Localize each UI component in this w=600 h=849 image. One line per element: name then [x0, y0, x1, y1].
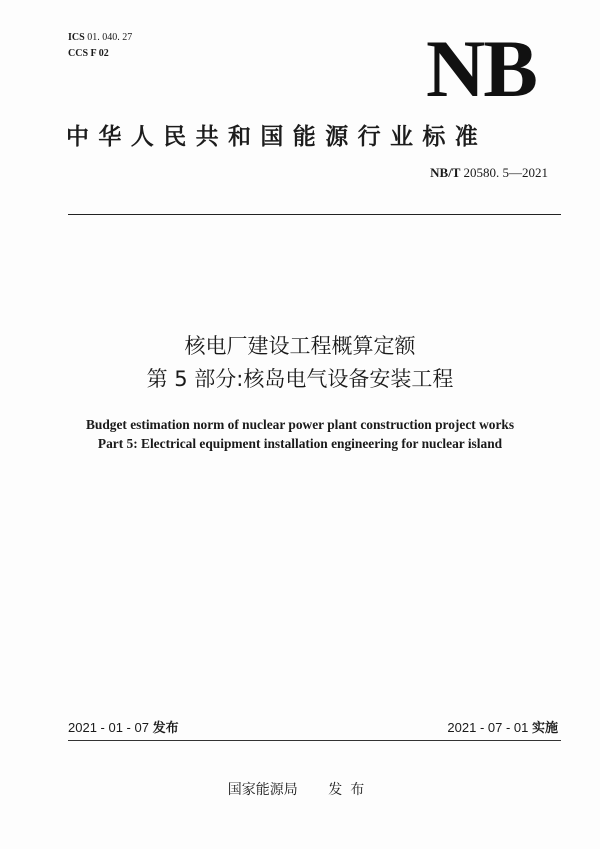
ics-code-row [68, 30, 132, 46]
nb-logo: NB [426, 23, 536, 114]
ics-code: 01. 040. 27 [87, 32, 133, 43]
english-title [0, 415, 600, 453]
chinese-title [0, 330, 600, 396]
standard-number [430, 165, 548, 181]
standard-type-title: 中华人民共和国能源行业标准 [66, 124, 488, 150]
ccs-code: F 02 [90, 48, 109, 59]
classification-codes [68, 30, 132, 62]
issuer-verb: 发布 [328, 782, 373, 798]
english-title-line-2: Part 5: Electrical equipment installation engineering for nuclear island [97, 436, 503, 451]
release-date-value: 2021 - 01 - 07 [68, 720, 149, 735]
implementation-date-value: 2021 - 07 - 01 [447, 720, 529, 735]
implementation-date-label: 实施 [531, 721, 558, 736]
standard-number-value: 20580. 5—2021 [463, 165, 548, 180]
implementation-date [447, 717, 558, 736]
ccs-code-row [68, 46, 132, 62]
chinese-title-line-1: 核电厂建设工程概算定额 [184, 334, 416, 358]
footer-divider [68, 740, 561, 741]
release-date [68, 717, 179, 736]
issuing-authority [0, 779, 600, 799]
chinese-title-line-2: 第 5 部分:核岛电气设备安装工程 [146, 367, 454, 391]
release-date-label: 发布 [152, 721, 179, 736]
issuer-name: 国家能源局 [227, 782, 298, 798]
standard-number-prefix: NB/T [430, 165, 461, 180]
ccs-label: CCS [68, 48, 89, 59]
english-title-line-1: Budget estimation norm of nuclear power plant construction project works [85, 417, 515, 432]
header-divider [68, 214, 561, 215]
ics-label: ICS [68, 32, 85, 43]
